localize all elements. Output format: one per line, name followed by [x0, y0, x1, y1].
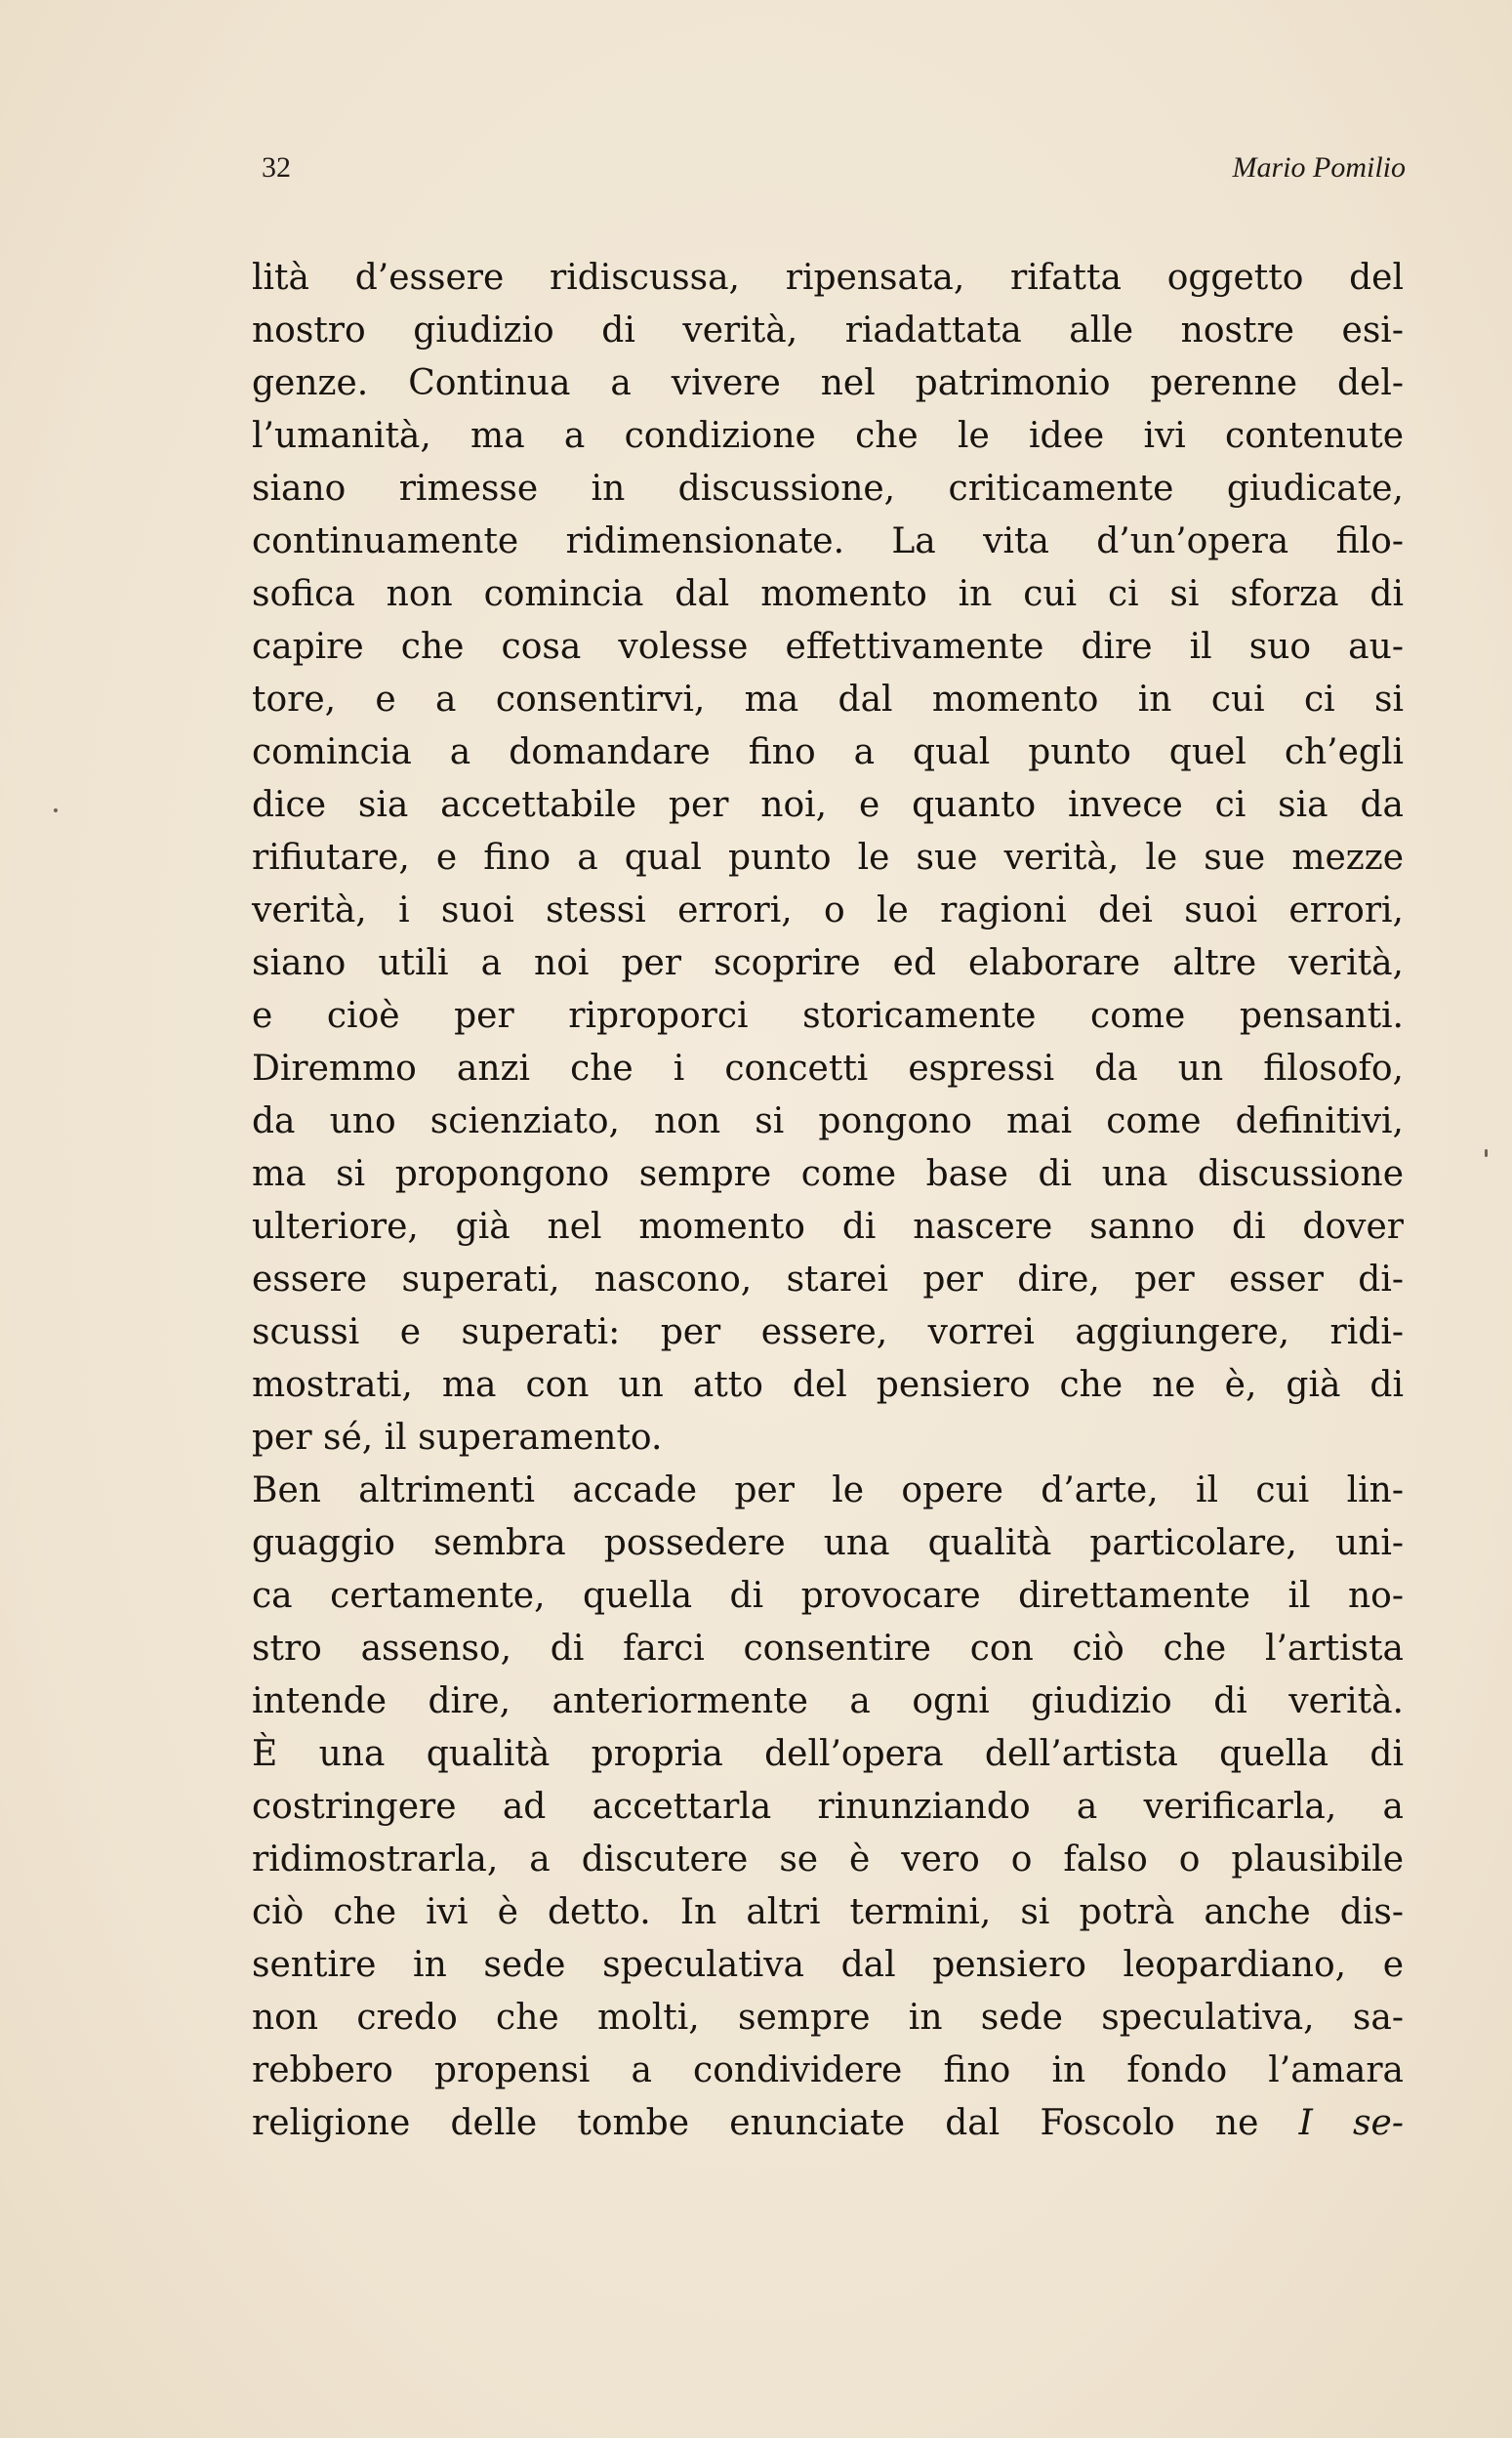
- page-number: 32: [262, 151, 291, 184]
- text-line: non credo che molti, sempre in sede speculativa, sa-: [252, 1998, 1404, 2038]
- text-line: ridimostrarla, a discutere se è vero o falso o plausibile: [252, 1839, 1404, 1880]
- text-line: ma si propongono sempre come base di una discussione: [252, 1154, 1404, 1194]
- text-line: scussi e superati: per essere, vorrei aggiungere, ridi-: [252, 1312, 1404, 1352]
- text-line: rebbero propensi a condividere fino in fondo l’amara: [252, 2050, 1404, 2090]
- text-line: dice sia accettabile per noi, e quanto invece ci sia da: [252, 785, 1404, 825]
- text-line: costringere ad accettarla rinunziando a verificarla, a: [252, 1787, 1404, 1827]
- text-line: l’umanità, ma a condizione che le idee ivi contenute: [252, 416, 1404, 456]
- text-line: siano rimesse in discussione, criticamente giudicate,: [252, 469, 1404, 509]
- text-line: sofica non comincia dal momento in cui ci si sforza di: [252, 574, 1404, 614]
- text-line: È una qualità propria dell’opera dell’artista quella di: [252, 1734, 1404, 1774]
- text-line: intende dire, anteriormente a ogni giudizio di verità.: [252, 1681, 1404, 1721]
- text-line: guaggio sembra possedere una qualità particolare, uni-: [252, 1523, 1404, 1563]
- body-text: [252, 252, 1404, 2150]
- text-line: e cioè per riproporci storicamente come pensanti.: [252, 996, 1404, 1036]
- text-line: sentire in sede speculativa dal pensiero leopardiano, e: [252, 1945, 1404, 1985]
- text-line: mostrati, ma con un atto del pensiero che ne è, già di: [252, 1365, 1404, 1405]
- text-line: comincia a domandare fino a qual punto quel ch’egli: [252, 732, 1404, 772]
- text-line: Ben altrimenti accade per le opere d’arte, il cui lin-: [252, 1470, 1404, 1510]
- text-line: nostro giudizio di verità, riadattata alle nostre esi-: [252, 310, 1404, 351]
- text-line: continuamente ridimensionate. La vita d’un’opera filo-: [252, 521, 1404, 561]
- text-line: ulteriore, già nel momento di nascere sanno di dover: [252, 1207, 1404, 1247]
- text-line: religione delle tombe enunciate dal Foscolo ne I se-: [252, 2103, 1404, 2143]
- paper-speck: [54, 808, 58, 812]
- text-line: verità, i suoi stessi errori, o le ragioni dei suoi errori,: [252, 890, 1404, 930]
- text-line: lità d’essere ridiscussa, ripensata, rifatta oggetto del: [252, 258, 1404, 298]
- text-line: capire che cosa volesse effettivamente dire il suo au-: [252, 627, 1404, 667]
- text-line: da uno scienziato, non si pongono mai come definitivi,: [252, 1101, 1404, 1141]
- text-line: rifiutare, e fino a qual punto le sue verità, le sue mezze: [252, 838, 1404, 878]
- text-line: ca certamente, quella di provocare direttamente il no-: [252, 1576, 1404, 1616]
- text-line: siano utili a noi per scoprire ed elaborare altre verità,: [252, 943, 1404, 983]
- text-line: ciò che ivi è detto. In altri termini, si potrà anche dis-: [252, 1892, 1404, 1932]
- text-line: stro assenso, di farci consentire con ciò che l’artista: [252, 1629, 1404, 1669]
- title-italic: I se-: [1298, 2103, 1404, 2143]
- text-line: Diremmo anzi che i concetti espressi da un filosofo,: [252, 1049, 1404, 1089]
- running-head: [0, 151, 1512, 190]
- text-line: essere superati, nascono, starei per dire, per esser di-: [252, 1260, 1404, 1300]
- text-line: genze. Continua a vivere nel patrimonio perenne del-: [252, 363, 1404, 403]
- text-line: per sé, il superamento.: [252, 1418, 663, 1458]
- running-head-author: Mario Pomilio: [1232, 151, 1406, 184]
- text-line: tore, e a consentirvi, ma dal momento in cui ci si: [252, 680, 1404, 720]
- paper-speck: [1485, 1149, 1488, 1157]
